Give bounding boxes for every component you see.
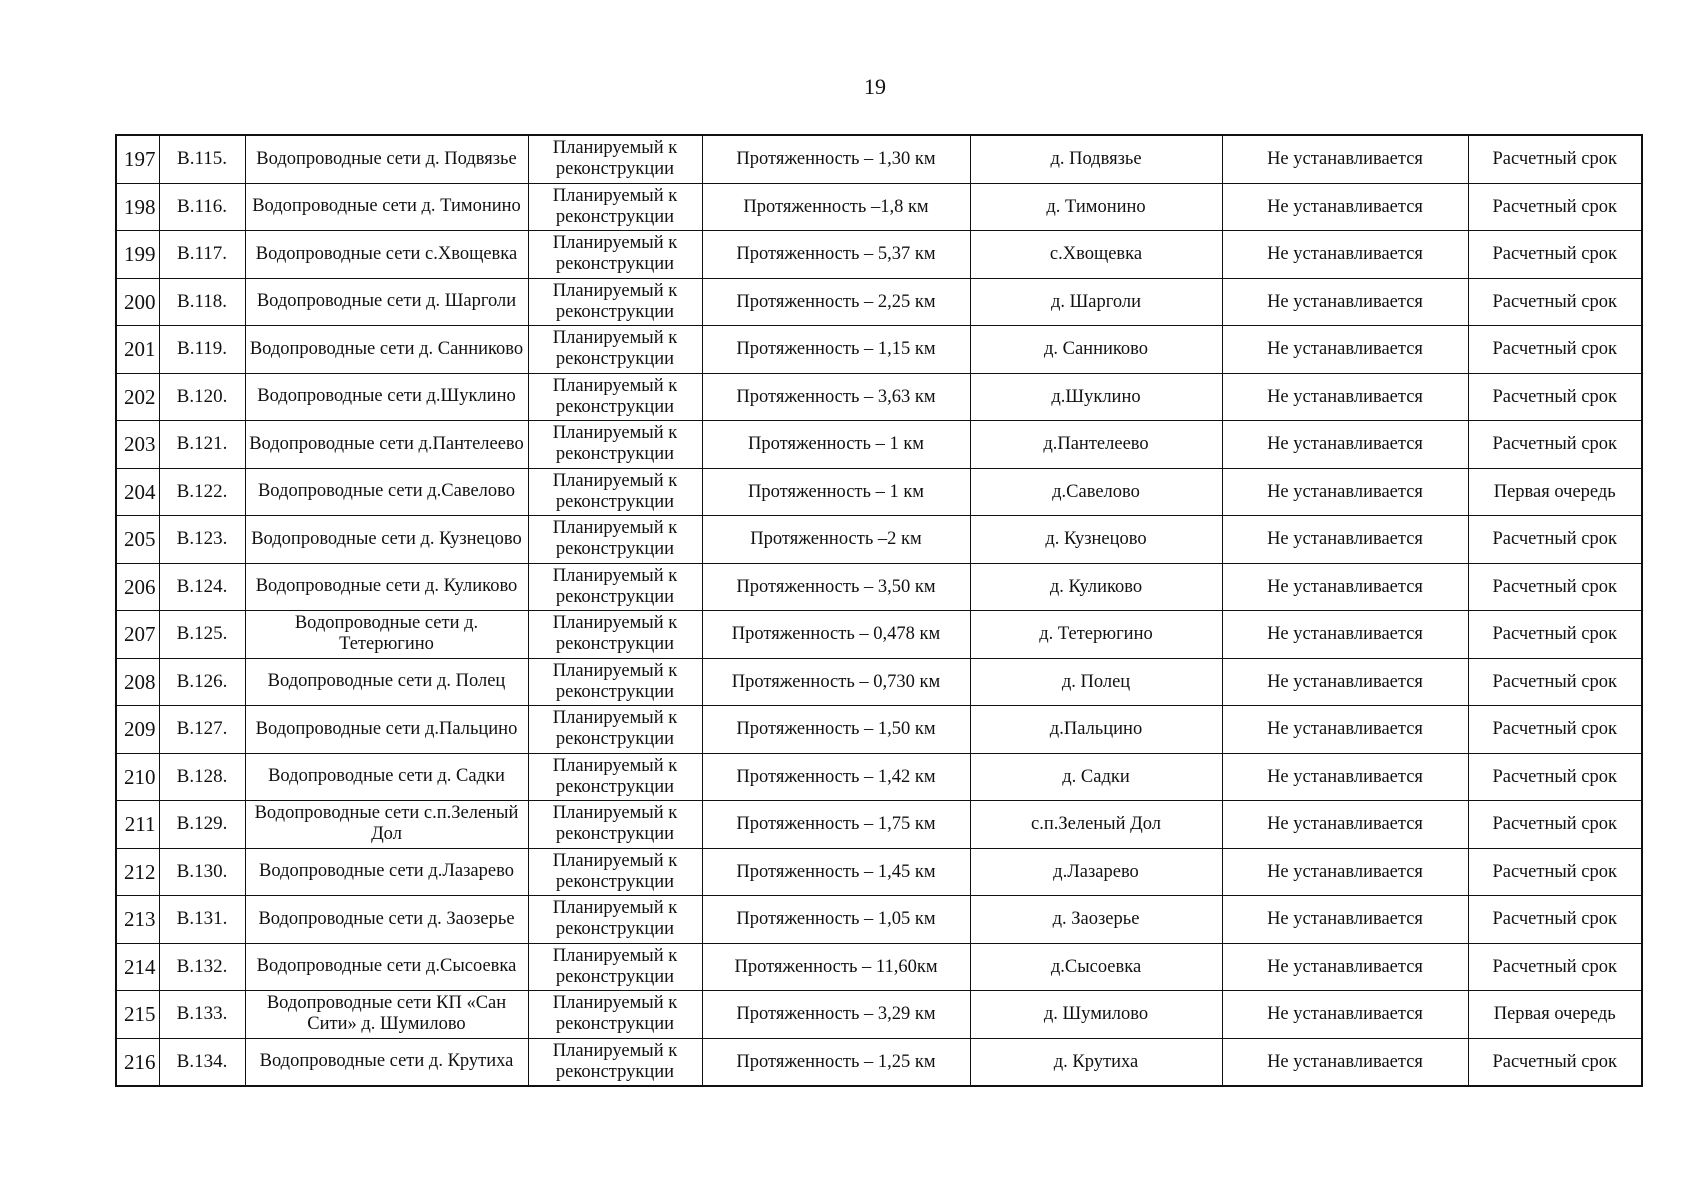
object-location-cell: д. Тимонино [970,183,1222,231]
object-location-cell: д. Подвязье [970,135,1222,183]
protection-zone-cell: Не устанавливается [1222,896,1468,944]
object-code-cell: В.121. [159,421,245,469]
implementation-term-cell: Расчетный срок [1468,231,1642,279]
table-row [116,373,1642,421]
protection-zone-cell: Не устанавливается [1222,563,1468,611]
object-length-cell: Протяженность – 1,42 км [702,753,970,801]
object-location-cell: д.Савелово [970,468,1222,516]
object-location-cell: д. Крутиха [970,1038,1222,1086]
row-number-cell: 216 [116,1038,159,1086]
object-status-cell: Планируемый к реконструкции [528,801,702,849]
protection-zone-cell: Не устанавливается [1222,706,1468,754]
object-name-cell: Водопроводные сети д. Куликово [245,563,528,611]
object-location-cell: д. Заозерье [970,896,1222,944]
object-length-cell: Протяженность – 1,50 км [702,706,970,754]
implementation-term-cell: Расчетный срок [1468,706,1642,754]
object-status-cell: Планируемый к реконструкции [528,1038,702,1086]
protection-zone-cell: Не устанавливается [1222,991,1468,1039]
protection-zone-cell: Не устанавливается [1222,231,1468,279]
object-status-cell: Планируемый к реконструкции [528,231,702,279]
object-status-cell: Планируемый к реконструкции [528,658,702,706]
row-number-cell: 201 [116,326,159,374]
table-row [116,658,1642,706]
object-name-cell: Водопроводные сети д. Заозерье [245,896,528,944]
object-length-cell: Протяженность – 2,25 км [702,278,970,326]
protection-zone-cell: Не устанавливается [1222,658,1468,706]
table-row [116,326,1642,374]
table-row [116,421,1642,469]
row-number-cell: 197 [116,135,159,183]
row-number-cell: 210 [116,753,159,801]
protection-zone-cell: Не устанавливается [1222,183,1468,231]
row-number-cell: 199 [116,231,159,279]
object-status-cell: Планируемый к реконструкции [528,468,702,516]
table-row [116,278,1642,326]
object-status-cell: Планируемый к реконструкции [528,183,702,231]
object-length-cell: Протяженность – 1 км [702,468,970,516]
implementation-term-cell: Первая очередь [1468,468,1642,516]
object-length-cell: Протяженность – 3,50 км [702,563,970,611]
implementation-term-cell: Расчетный срок [1468,516,1642,564]
row-number-cell: 204 [116,468,159,516]
row-number-cell: 214 [116,943,159,991]
table-row [116,848,1642,896]
object-code-cell: В.124. [159,563,245,611]
object-name-cell: Водопроводные сети д.Сысоевка [245,943,528,991]
row-number-cell: 206 [116,563,159,611]
object-location-cell: д. Садки [970,753,1222,801]
table-row [116,943,1642,991]
object-code-cell: В.131. [159,896,245,944]
object-code-cell: В.134. [159,1038,245,1086]
object-location-cell: д.Шуклино [970,373,1222,421]
protection-zone-cell: Не устанавливается [1222,135,1468,183]
object-location-cell: д. Шумилово [970,991,1222,1039]
object-length-cell: Протяженность – 0,730 км [702,658,970,706]
page-number: 19 [864,74,886,99]
row-number-cell: 213 [116,896,159,944]
table-body [116,135,1642,1086]
object-length-cell: Протяженность – 1,30 км [702,135,970,183]
object-status-cell: Планируемый к реконструкции [528,421,702,469]
object-location-cell: д.Лазарево [970,848,1222,896]
object-status-cell: Планируемый к реконструкции [528,326,702,374]
object-name-cell: Водопроводные сети д.Лазарево [245,848,528,896]
table-row [116,991,1642,1039]
object-status-cell: Планируемый к реконструкции [528,896,702,944]
implementation-term-cell: Расчетный срок [1468,1038,1642,1086]
row-number-cell: 208 [116,658,159,706]
object-location-cell: с.п.Зеленый Дол [970,801,1222,849]
object-location-cell: д.Пантелеево [970,421,1222,469]
object-name-cell: Водопроводные сети д. Полец [245,658,528,706]
object-status-cell: Планируемый к реконструкции [528,563,702,611]
object-length-cell: Протяженность – 0,478 км [702,611,970,659]
object-code-cell: В.116. [159,183,245,231]
object-location-cell: д.Пальцино [970,706,1222,754]
object-name-cell: Водопроводные сети д. Садки [245,753,528,801]
object-name-cell: Водопроводные сети д.Савелово [245,468,528,516]
table-row [116,706,1642,754]
implementation-term-cell: Расчетный срок [1468,896,1642,944]
implementation-term-cell: Расчетный срок [1468,563,1642,611]
object-length-cell: Протяженность – 5,37 км [702,231,970,279]
object-location-cell: д. Полец [970,658,1222,706]
table-row [116,801,1642,849]
object-name-cell: Водопроводные сети с.Хвощевка [245,231,528,279]
object-status-cell: Планируемый к реконструкции [528,706,702,754]
object-name-cell: Водопроводные сети д. Шарголи [245,278,528,326]
table-row [116,896,1642,944]
object-code-cell: В.122. [159,468,245,516]
object-location-cell: д. Куликово [970,563,1222,611]
protection-zone-cell: Не устанавливается [1222,421,1468,469]
row-number-cell: 200 [116,278,159,326]
row-number-cell: 203 [116,421,159,469]
row-number-cell: 198 [116,183,159,231]
table-row [116,1038,1642,1086]
protection-zone-cell: Не устанавливается [1222,611,1468,659]
implementation-term-cell: Расчетный срок [1468,278,1642,326]
object-status-cell: Планируемый к реконструкции [528,135,702,183]
object-length-cell: Протяженность – 11,60км [702,943,970,991]
object-length-cell: Протяженность – 1 км [702,421,970,469]
table-row [116,231,1642,279]
implementation-term-cell: Расчетный срок [1468,658,1642,706]
table-row [116,753,1642,801]
implementation-term-cell: Расчетный срок [1468,611,1642,659]
object-length-cell: Протяженность – 3,63 км [702,373,970,421]
table-row [116,135,1642,183]
object-code-cell: В.133. [159,991,245,1039]
row-number-cell: 212 [116,848,159,896]
object-name-cell: Водопроводные сети д. Тетерюгино [245,611,528,659]
object-length-cell: Протяженность – 1,25 км [702,1038,970,1086]
object-code-cell: В.126. [159,658,245,706]
row-number-cell: 207 [116,611,159,659]
object-location-cell: д. Тетерюгино [970,611,1222,659]
object-name-cell: Водопроводные сети д. Тимонино [245,183,528,231]
protection-zone-cell: Не устанавливается [1222,468,1468,516]
object-status-cell: Планируемый к реконструкции [528,991,702,1039]
object-location-cell: д. Санниково [970,326,1222,374]
table-row [116,563,1642,611]
object-name-cell: Водопроводные сети д. Кузнецово [245,516,528,564]
protection-zone-cell: Не устанавливается [1222,326,1468,374]
implementation-term-cell: Расчетный срок [1468,373,1642,421]
object-status-cell: Планируемый к реконструкции [528,848,702,896]
object-code-cell: В.115. [159,135,245,183]
object-code-cell: В.117. [159,231,245,279]
object-code-cell: В.119. [159,326,245,374]
object-name-cell: Водопроводные сети д.Шуклино [245,373,528,421]
object-name-cell: Водопроводные сети КП «Сан Сити» д. Шумилово [245,991,528,1039]
row-number-cell: 202 [116,373,159,421]
object-status-cell: Планируемый к реконструкции [528,516,702,564]
object-code-cell: В.127. [159,706,245,754]
row-number-cell: 209 [116,706,159,754]
protection-zone-cell: Не устанавливается [1222,373,1468,421]
object-length-cell: Протяженность – 1,45 км [702,848,970,896]
object-location-cell: д. Шарголи [970,278,1222,326]
object-status-cell: Планируемый к реконструкции [528,278,702,326]
object-location-cell: д. Кузнецово [970,516,1222,564]
protection-zone-cell: Не устанавливается [1222,516,1468,564]
object-length-cell: Протяженность –1,8 км [702,183,970,231]
object-code-cell: В.118. [159,278,245,326]
object-length-cell: Протяженность –2 км [702,516,970,564]
protection-zone-cell: Не устанавливается [1222,848,1468,896]
row-number-cell: 215 [116,991,159,1039]
object-name-cell: Водопроводные сети д. Подвязье [245,135,528,183]
object-name-cell: Водопроводные сети с.п.Зеленый Дол [245,801,528,849]
object-name-cell: Водопроводные сети д.Пальцино [245,706,528,754]
row-number-cell: 211 [116,801,159,849]
object-length-cell: Протяженность – 1,05 км [702,896,970,944]
object-status-cell: Планируемый к реконструкции [528,373,702,421]
implementation-term-cell: Расчетный срок [1468,753,1642,801]
table-row [116,611,1642,659]
object-code-cell: В.125. [159,611,245,659]
implementation-term-cell: Расчетный срок [1468,135,1642,183]
object-length-cell: Протяженность – 1,15 км [702,326,970,374]
object-length-cell: Протяженность – 1,75 км [702,801,970,849]
object-name-cell: Водопроводные сети д.Пантелеево [245,421,528,469]
table-row [116,183,1642,231]
protection-zone-cell: Не устанавливается [1222,943,1468,991]
object-code-cell: В.128. [159,753,245,801]
object-code-cell: В.120. [159,373,245,421]
object-location-cell: д.Сысоевка [970,943,1222,991]
row-number-cell: 205 [116,516,159,564]
object-location-cell: с.Хвощевка [970,231,1222,279]
object-code-cell: В.132. [159,943,245,991]
objects-table [115,134,1643,1087]
protection-zone-cell: Не устанавливается [1222,278,1468,326]
implementation-term-cell: Расчетный срок [1468,183,1642,231]
object-code-cell: В.129. [159,801,245,849]
table-row [116,516,1642,564]
object-code-cell: В.123. [159,516,245,564]
protection-zone-cell: Не устанавливается [1222,1038,1468,1086]
protection-zone-cell: Не устанавливается [1222,753,1468,801]
implementation-term-cell: Первая очередь [1468,991,1642,1039]
object-status-cell: Планируемый к реконструкции [528,753,702,801]
object-status-cell: Планируемый к реконструкции [528,943,702,991]
implementation-term-cell: Расчетный срок [1468,848,1642,896]
implementation-term-cell: Расчетный срок [1468,801,1642,849]
implementation-term-cell: Расчетный срок [1468,421,1642,469]
implementation-term-cell: Расчетный срок [1468,943,1642,991]
protection-zone-cell: Не устанавливается [1222,801,1468,849]
object-name-cell: Водопроводные сети д. Санниково [245,326,528,374]
implementation-term-cell: Расчетный срок [1468,326,1642,374]
object-length-cell: Протяженность – 3,29 км [702,991,970,1039]
object-code-cell: В.130. [159,848,245,896]
object-name-cell: Водопроводные сети д. Крутиха [245,1038,528,1086]
table-row [116,468,1642,516]
object-status-cell: Планируемый к реконструкции [528,611,702,659]
